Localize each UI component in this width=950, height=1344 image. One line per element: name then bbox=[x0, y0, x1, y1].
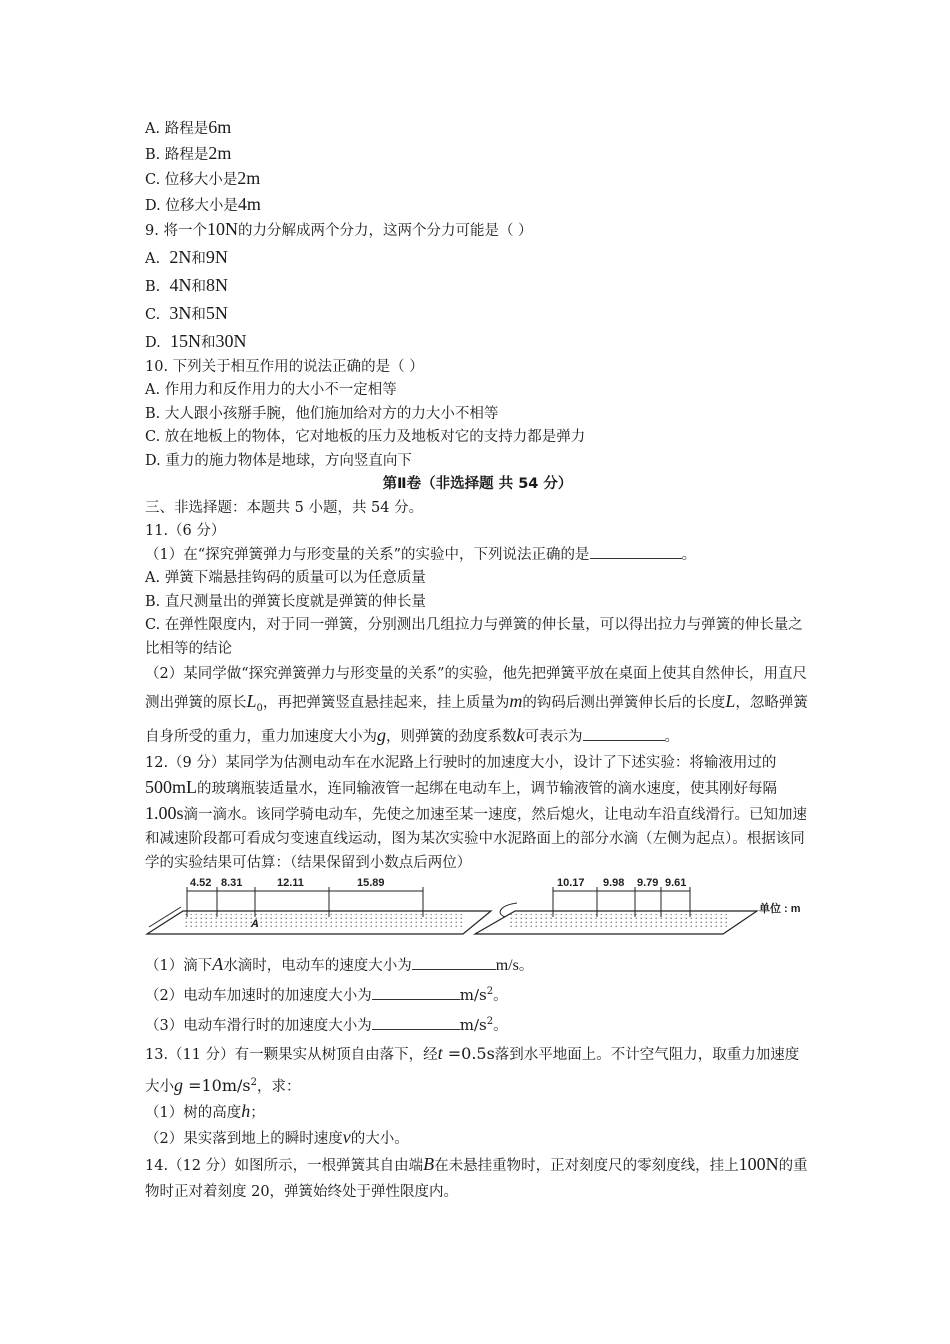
q14-stem bbox=[145, 1151, 810, 1205]
sub-end: 。 bbox=[518, 957, 534, 974]
var-k: k bbox=[516, 724, 525, 745]
stem-text: 的力分解成两个分力，这两个分力可能是（ ） bbox=[237, 223, 533, 239]
q9-option-d bbox=[145, 328, 810, 356]
option-value: 8N bbox=[205, 274, 228, 295]
q12-sub1 bbox=[145, 951, 810, 979]
q10-option-c: C. 放在地板上的物体，它对地板的压力及地板对它的支持力都是弹力 bbox=[145, 429, 586, 445]
q8-option-a bbox=[145, 116, 810, 142]
segment-label-8: 9.61 bbox=[665, 876, 687, 889]
var-v: v bbox=[342, 1126, 351, 1147]
stem-value: 10N bbox=[206, 219, 238, 239]
segment-label-5: 10.17 bbox=[557, 876, 585, 889]
q13-sub1 bbox=[145, 1100, 810, 1126]
option-value: 5N bbox=[205, 302, 228, 323]
q8-option-d bbox=[145, 193, 810, 219]
option-value: 4N bbox=[169, 274, 192, 295]
option-value: 30N bbox=[215, 330, 247, 351]
answer-blank bbox=[372, 985, 460, 1000]
part-end: 。 bbox=[664, 728, 679, 745]
q12-sub3 bbox=[145, 1009, 810, 1039]
sub-end: 。 bbox=[493, 1017, 508, 1034]
var-h: h bbox=[241, 1101, 251, 1122]
option-label: B. bbox=[145, 278, 161, 295]
part-text: 可表示为 bbox=[524, 728, 583, 745]
eq-value: =0.5s bbox=[442, 1043, 495, 1063]
segment-label-4: 15.89 bbox=[357, 876, 385, 889]
sub-text: （1）滴下 bbox=[145, 957, 213, 974]
sub-text: （2）电动车加速时的加速度大小为 bbox=[145, 987, 372, 1004]
stem-text: 13.（11 分）有一颗果实从树顶自由落下，经 bbox=[145, 1046, 438, 1063]
segment-label-2: 8.31 bbox=[221, 876, 243, 889]
q8-option-b bbox=[145, 142, 810, 168]
var-g: g bbox=[377, 724, 386, 745]
q13-sub2 bbox=[145, 1126, 810, 1152]
q11-head: 11.（6 分） bbox=[145, 523, 226, 539]
unit: m/s bbox=[459, 985, 487, 1004]
q10-option-d: D. 重力的施力物体是地球，方向竖直向下 bbox=[145, 452, 412, 469]
var-L0: L bbox=[246, 691, 257, 711]
unit-sup: 2 bbox=[486, 1015, 494, 1027]
answer-blank bbox=[412, 955, 496, 970]
q11-option-b: B. 直尺测量出的弹簧长度就是弹簧的伸长量 bbox=[145, 593, 426, 610]
stem-text: 在未悬挂重物时，正对刻度尺的零刻度线，挂上 bbox=[434, 1158, 739, 1175]
sub-text: 水滴时，电动车的速度大小为 bbox=[223, 957, 412, 974]
segment-label-3: 12.11 bbox=[277, 876, 304, 889]
q8-option-c bbox=[145, 167, 810, 193]
point-a-label: A bbox=[251, 917, 259, 930]
segment-label-7: 9.79 bbox=[637, 876, 659, 889]
option-value: 15N bbox=[169, 330, 201, 351]
segment-label-6: 9.98 bbox=[603, 876, 625, 889]
part2-title: 第Ⅱ卷（非选择题 共 54 分） bbox=[382, 476, 573, 492]
unit: m/s bbox=[459, 1015, 487, 1034]
q10-stem: 10. 下列关于相互作用的说法正确的是（ ） bbox=[145, 358, 424, 375]
q10-option-a: A. 作用力和反作用力的大小不一定相等 bbox=[145, 382, 397, 398]
var-t: t bbox=[437, 1042, 443, 1063]
right-road-texture bbox=[507, 914, 729, 929]
q12-sub2 bbox=[145, 979, 810, 1009]
option-and: 和 bbox=[200, 334, 216, 351]
segment-label-1: 4.52 bbox=[190, 876, 212, 889]
option-text: B. 路程是 bbox=[145, 146, 209, 163]
part-end: 。 bbox=[681, 546, 697, 563]
option-and: 和 bbox=[191, 250, 206, 267]
option-label: A. bbox=[145, 250, 161, 267]
unit-label: 单位 : m bbox=[759, 902, 801, 915]
eq-sup: 2 bbox=[250, 1076, 257, 1088]
option-value: 2m bbox=[208, 142, 232, 163]
q13-stem bbox=[145, 1039, 810, 1101]
unit: m/s bbox=[495, 956, 519, 974]
part-text: 的钩码后测出弹簧伸长后的长度 bbox=[522, 695, 726, 711]
var-g: g bbox=[174, 1074, 183, 1095]
stem-text: ，求： bbox=[257, 1078, 301, 1095]
stem-value: 500mL bbox=[145, 776, 197, 797]
sub-end: 的大小。 bbox=[350, 1130, 409, 1147]
part-text: ，再把弹簧竖直悬挂起来，挂上质量为 bbox=[262, 695, 510, 711]
q11-option-c: C. 在弹性限度内，对于同一弹簧，分别测出几组拉力与弹簧的伸长量，可以得出拉力与弹簧的伸长量之比相等的结论 bbox=[145, 617, 803, 657]
q9-stem bbox=[145, 218, 810, 244]
var-B: B bbox=[423, 1154, 435, 1175]
option-text: D. 位移大小是 bbox=[145, 197, 238, 214]
option-value: 6m bbox=[208, 117, 232, 137]
option-value: 2N bbox=[169, 246, 192, 267]
q11-option-a: A. 弹簧下端悬挂钩码的质量可以为任意质量 bbox=[145, 570, 426, 586]
answer-blank bbox=[372, 1015, 460, 1030]
option-label: D. bbox=[145, 334, 161, 351]
left-road-edge bbox=[149, 907, 181, 927]
option-text: A. 路程是 bbox=[145, 121, 209, 137]
option-label: C. bbox=[145, 306, 161, 323]
eq-value: =10m/s bbox=[183, 1075, 251, 1095]
var-m: m bbox=[509, 691, 523, 711]
option-value: 4m bbox=[237, 193, 261, 214]
q9-option-c bbox=[145, 300, 810, 328]
var-L: L bbox=[725, 691, 736, 711]
stem-text: 14.（12 分）如图所示，一根弹簧其自由端 bbox=[145, 1158, 424, 1175]
left-road-texture bbox=[183, 914, 463, 929]
sub-text: （2）果实落到地上的瞬时速度 bbox=[145, 1130, 343, 1147]
option-value: 9N bbox=[205, 246, 228, 267]
part-text: ，则弹簧的劲度系数 bbox=[386, 728, 517, 745]
option-value: 3N bbox=[169, 302, 192, 323]
option-value: 2m bbox=[237, 168, 261, 188]
page-content bbox=[145, 116, 810, 1205]
stem-value: 100N bbox=[738, 1154, 779, 1175]
part-text: （1）在“探究弹簧弹力与形变量的关系”的实验中，下列说法正确的是 bbox=[145, 546, 590, 563]
water-drops-figure bbox=[145, 877, 815, 947]
part2-intro: 三、非选择题：本题共 5 小题，共 54 分。 bbox=[145, 499, 424, 516]
q11-part2 bbox=[145, 661, 810, 751]
sub-end: ； bbox=[250, 1105, 265, 1122]
q12-figure bbox=[145, 877, 810, 947]
var-A: A bbox=[212, 953, 224, 974]
unit-sup: 2 bbox=[486, 985, 494, 997]
sub-end: 。 bbox=[493, 987, 508, 1004]
stem-text: 滴一滴水。该同学骑电动车，先使之加速至某一速度，然后熄火，让电动车沿直线滑行。已知加速和减速阶段都可看成匀变速直线运动，图为某次实验中水泥路面上的部分水滴（左侧为起点）。根据该同学的实验结果可估算：（结果保留到小数点后两位） bbox=[145, 806, 808, 871]
var-L0-sub: 0 bbox=[256, 702, 263, 714]
sub-text: （1）树的高度 bbox=[145, 1105, 242, 1122]
part-text: ，忽略弹簧自身所受的重力，重力加速度大小为 bbox=[145, 695, 808, 745]
q10-option-b: B. 大人跟小孩掰手腕，他们施加给对方的力大小不相等 bbox=[145, 405, 499, 422]
stem-text: 的重物时正对着刻度 20，弹簧始终处于弹性限度内。 bbox=[145, 1158, 808, 1201]
stem-text: 的玻璃瓶装适量水，连同输液管一起绑在电动车上，调节输液管的滴水速度，使其刚好每隔 bbox=[197, 780, 777, 797]
stem-text: 落到水平地面上。不计空气阻力，取重力加速度大小 bbox=[145, 1046, 800, 1095]
option-text: C. 位移大小是 bbox=[145, 172, 238, 188]
stem-text: 12.（9 分）某同学为估测电动车在水泥路上行驶时的加速度大小，设计了下述实验：将输液用过的 bbox=[145, 754, 777, 771]
q12-stem bbox=[145, 751, 810, 875]
answer-blank bbox=[590, 544, 682, 559]
option-and: 和 bbox=[191, 306, 206, 323]
answer-blank bbox=[583, 726, 665, 741]
q9-option-b bbox=[145, 272, 810, 300]
q11-part1 bbox=[145, 544, 810, 568]
stem-text: 9. 将一个 bbox=[145, 223, 207, 239]
stem-value: 1.00s bbox=[145, 802, 184, 823]
part-text: （2）某同学做“探究弹簧弹力与形变量的关系”的实验，他先把弹簧平放在桌面上使其自然伸长，用直尺测出弹簧的原长 bbox=[145, 666, 808, 711]
sub-text: （3）电动车滑行时的加速度大小为 bbox=[145, 1017, 372, 1034]
option-and: 和 bbox=[191, 278, 206, 295]
q9-option-a bbox=[145, 244, 810, 272]
